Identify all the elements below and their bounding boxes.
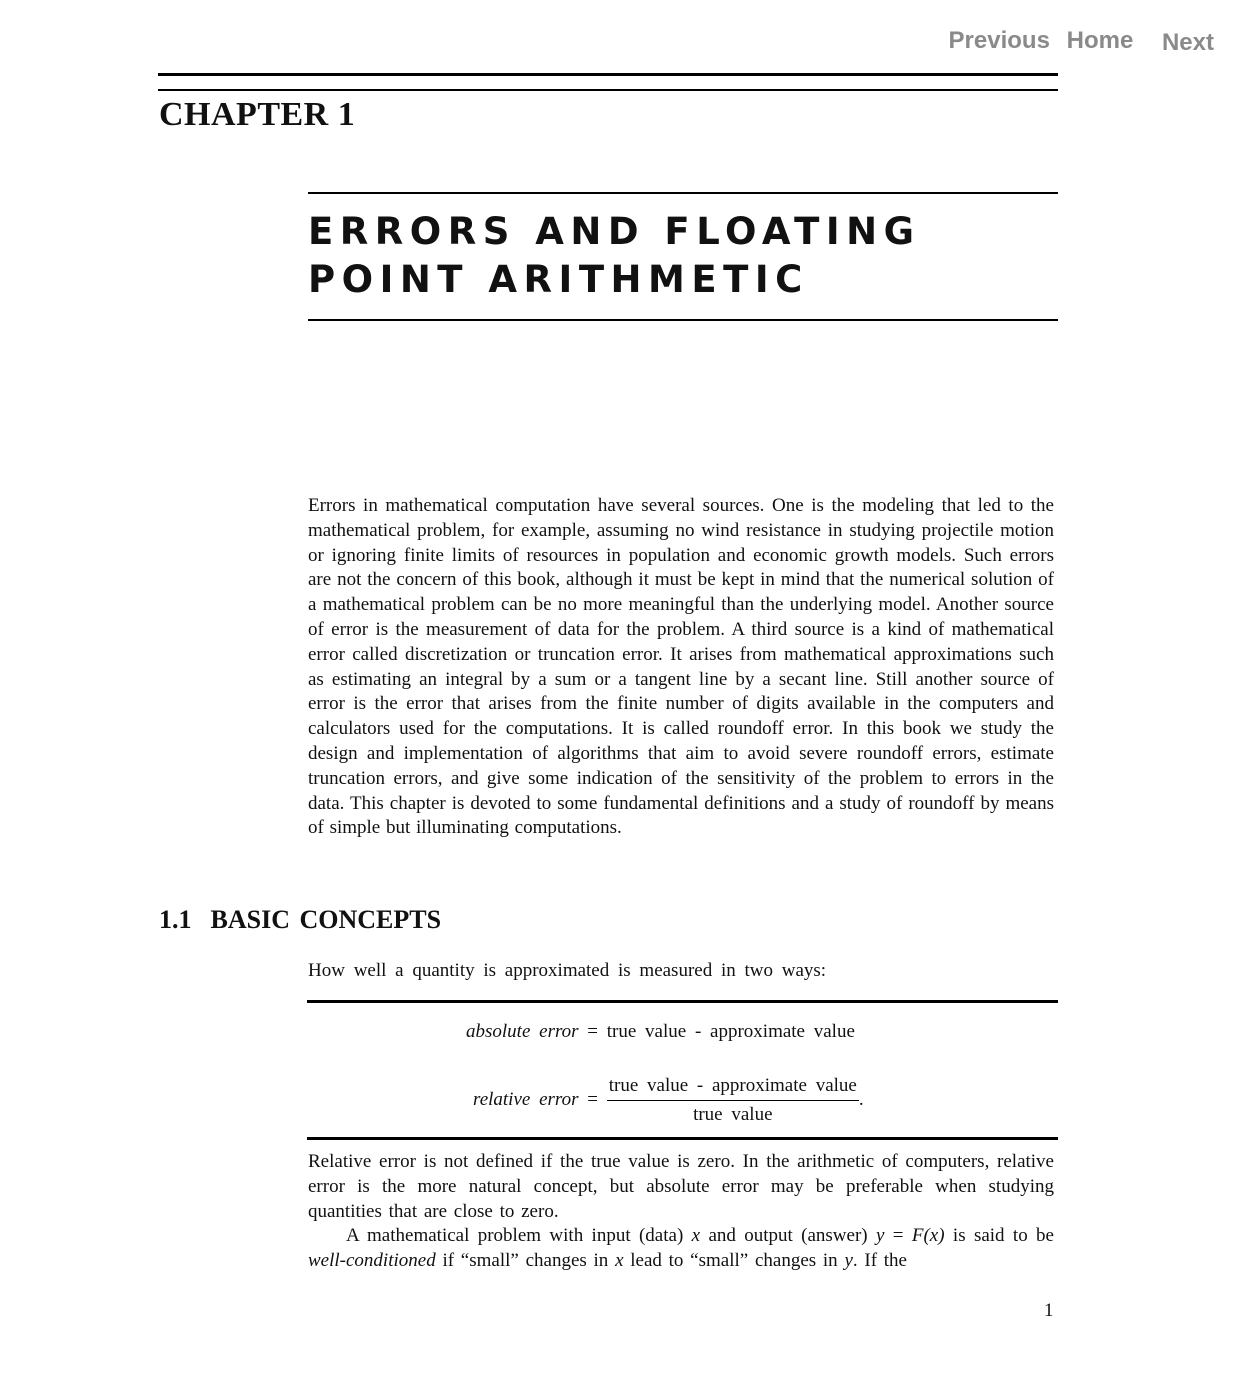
chapter-top-rule-thin — [158, 89, 1058, 91]
chapter-heading: CHAPTER 1 — [159, 96, 356, 133]
text-run: = — [884, 1225, 912, 1247]
fraction-numerator: true value - approximate value — [607, 1075, 859, 1101]
text-run: lead to “small” changes in — [623, 1250, 845, 1272]
variable-y: y — [875, 1225, 885, 1247]
relative-error-term: relative error — [473, 1088, 579, 1110]
text-run: A mathematical problem with input (data) — [346, 1225, 692, 1247]
equals-sign: = — [587, 1088, 598, 1110]
text-run: is said to be — [944, 1225, 1054, 1247]
page-number: 1 — [1044, 1300, 1054, 1321]
absolute-error-term: absolute error — [466, 1021, 579, 1042]
chapter-top-rule-thick — [158, 73, 1058, 76]
formula-period: . — [858, 1088, 864, 1110]
fraction-denominator: true value — [693, 1104, 773, 1125]
section-lead-text: How well a quantity is approximated is measured in two ways: — [308, 960, 827, 981]
text-run: . If the — [852, 1250, 907, 1272]
next-link[interactable]: Next — [1161, 29, 1214, 56]
navigation-bar — [949, 27, 1214, 55]
formula-box-bottom-rule — [307, 1137, 1058, 1140]
body-text — [308, 1150, 1054, 1274]
home-link[interactable]: Home — [1066, 27, 1134, 54]
paragraph-well-conditioned — [308, 1224, 1054, 1274]
section-title: BASIC CONCEPTS — [210, 905, 442, 934]
text-run: if “small” changes in — [435, 1250, 616, 1272]
relative-error-formula — [473, 1075, 864, 1126]
paragraph-relative-error-note: Relative error is not defined if the true value is zero. In the arithmetic of computers, relative error is the more natural concept, but absolute error may be preferable when studying quantities that are close to zero. — [308, 1151, 1054, 1222]
absolute-error-definition: true value - approximate value — [606, 1021, 855, 1042]
equals-sign: = — [587, 1021, 599, 1042]
absolute-error-formula — [466, 1021, 855, 1043]
variable-x: x — [691, 1225, 701, 1247]
relative-error-fraction — [607, 1075, 859, 1126]
section-heading — [159, 905, 441, 935]
formula-box-top-rule — [307, 1000, 1058, 1003]
term-well-conditioned: well-conditioned — [308, 1250, 436, 1272]
section-number: 1.1 — [159, 905, 192, 934]
function-fx: F(x) — [911, 1225, 945, 1247]
chapter-title: ERRORS AND FLOATING POINT ARITHMETIC — [308, 210, 921, 301]
variable-x: x — [615, 1250, 624, 1272]
text-run: and output (answer) — [700, 1225, 876, 1247]
title-top-rule — [308, 192, 1058, 194]
previous-link[interactable]: Previous — [948, 27, 1050, 54]
title-bottom-rule — [308, 319, 1058, 321]
intro-paragraph: Errors in mathematical computation have several sources. One is the modeling that led to the mathematical problem, for example, assuming no wind resistance in studying projectile motion or ignoring finite limits of resources in population and economic growth models. Such errors are not the concern of this book, although it must be kept in mind that the numerical solution of a mathematical problem can be no more meaningful than the underlying model. Another source of error is the measurement of data for the problem. A third source is a kind of mathematical error called discretization or truncation error. It arises from mathematical approximations such as estimating an integral by a sum or a tangent line by a secant line. Still another source of error is the error that arises from the finite number of digits available in the computers and calculators used for the computations. It is called roundoff error. In this book we study the design and implementation of algorithms that aim to avoid severe roundoff errors, estimate truncation errors, and give some indication of the sensitivity of the problem to errors in the data. This chapter is devoted to some fundamental definitions and a study of roundoff by means of simple but illuminating computations. — [308, 495, 1054, 839]
variable-y: y — [844, 1250, 853, 1272]
